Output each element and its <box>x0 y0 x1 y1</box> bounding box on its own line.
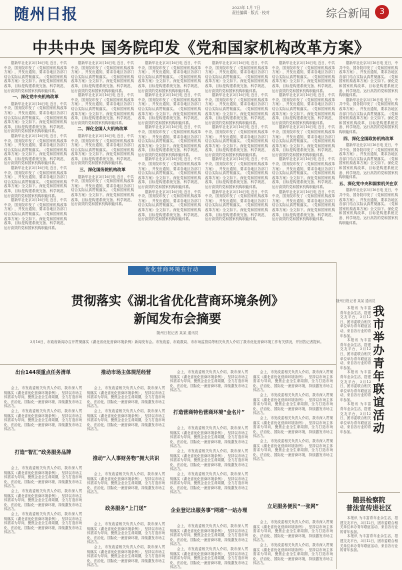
side-byline: 随州日报记者 某某 通讯员 <box>336 299 376 303</box>
lead-paragraph: 据新华社北京3月16日电 近日，中共中央、国务院印发了《党和国家机构改革方案》，并发出通知，要求各地区各部门结合实际认真贯彻落实。《党和国家机构改革方案》全文如下。深化党和国家机构改革，目标是构建系统完备、科学规范、运行高效的党和国家机构职能体系。 <box>339 188 398 225</box>
feature-paragraph: 会上，市发改委相关负责人介绍，我市深入贯彻落实《湖北省优化营商环境条例》，坚持以市场主体需求为导向，聚焦企业全生命周期，全力打造市场化、法治化、国际化一流营商环境，持续激发市场主体活力。 <box>170 426 248 449</box>
divider <box>0 262 336 263</box>
feature-col4-subhead-a: 立足服务便民“一张网” <box>267 504 319 510</box>
feature-col3-subhead-b: 企业登记出服务事“网通”一站办理 <box>170 508 248 514</box>
lead-paragraph: 据新华社北京3月16日电 近日，中共中央、国务院印发了《党和国家机构改革方案》，并发出通知，要求各地区各部门结合实际认真贯彻落实。《党和国家机构改革方案》全文如下。深化党和国家机构改革，目标是构建系统完备、科学规范、运行高效的党和国家机构职能体系。 <box>138 189 201 222</box>
feature-byline: 随州日报记者 某某 通讯员 <box>156 331 199 335</box>
feature-paragraph: 会上，市发改委相关负责人介绍，我市深入贯彻落实《湖北省优化营商环境条例》，坚持以市场主体需求为导向，聚焦企业全生命周期，全力打造市场化、法治化、国际化一流营商环境，持续激发市场主体活力。 <box>4 408 82 432</box>
feature-paragraph: 会上，市发改委相关负责人介绍，我市深入贯彻落实《湖北省优化营商环境条例》，坚持以市场主体需求为导向，聚焦企业全生命周期，全力打造市场化、法治化、国际化一流营商环境，持续激发市场主体活力。 <box>87 386 165 409</box>
divider <box>0 364 336 365</box>
feature-paragraph: 会上，市发改委相关负责人介绍，我市深入贯彻落实《湖北省优化营商环境条例》，坚持以市场主体需求为导向，聚焦企业全生命周期，全力打造市场化、法治化、国际化一流营商环境，持续激发市场主体活力。 <box>253 438 333 462</box>
lead-paragraph: 据新华社北京3月16日电 近日，中共中央、国务院印发了《党和国家机构改革方案》，并发出通知，要求各地区各部门结合实际认真贯彻落实。《党和国家机构改革方案》全文如下。深化党和国家机构改革，目标是构建系统完备、科学规范、运行高效的党和国家机构职能体系。 <box>272 61 335 93</box>
feature-col3-subhead-a: 打造营商特色营商环境“金名片” <box>173 410 245 416</box>
feature-paragraph: 会上，市发改委相关负责人介绍，我市深入贯彻落实《湖北省优化营商环境条例》，坚持以市场主体需求为导向，聚焦企业全生命周期，全力打造市场化、法治化、国际化一流营商环境，持续激发市场主体活力。 <box>4 511 82 535</box>
lead-subhead-5: 五、深化党中央和国家机关在京 <box>339 180 398 186</box>
lead-paragraph: 据新华社北京3月16日电 近日，中共中央、国务院印发了《党和国家机构改革方案》，并发出通知，要求各地区各部门结合实际认真贯彻落实。《党和国家机构改革方案》全文如下。深化党和国家机构改革，目标是构建系统完备、科学规范、运行高效的党和国家机构职能体系。 <box>4 61 67 93</box>
feature-col2-subhead-c: 推动“入人事财务物”拥大共识 <box>92 456 160 462</box>
feature-paragraph: 会上，市发改委相关负责人介绍，我市深入贯彻落实《湖北省优化营商环境条例》，坚持以市场主体需求为导向，聚焦企业全生命周期，全力打造市场化、法治化、国际化一流营商环境，持续激发市场主体活力。 <box>253 370 333 393</box>
masthead-date: 2023年 1月 7日 <box>232 5 261 10</box>
lead-paragraph: 据新华社北京3月16日电 近日，中共中央、国务院印发了《党和国家机构改革方案》，并发出通知，要求各地区各部门结合实际认真贯彻落实。《党和国家机构改革方案》全文如下。深化党和国家机构改革，目标是构建系统完备、科学规范、运行高效的党和国家机构职能体系。 <box>272 93 335 125</box>
feature-paragraph: 会上，市发改委相关负责人介绍，我市深入贯彻落实《湖北省优化营商环境条例》，坚持以市场主体需求为导向，聚焦企业全生命周期，全力打造市场化、法治化、国际化一流营商环境，持续激发市场主体活力。 <box>4 466 82 489</box>
lead-paragraph: 据新华社北京3月16日电 近日，中共中央、国务院印发了《党和国家机构改革方案》，并发出通知，要求各地区各部门结合实际认真贯彻落实。《党和国家机构改革方案》全文如下。深化党和国家机构改革，目标是构建系统完备、科学规范、运行高效的党和国家机构职能体系。 <box>272 125 335 157</box>
lead-paragraph: 据新华社北京3月16日电 近日，中共中央、国务院印发了《党和国家机构改革方案》，并发出通知，要求各地区各部门结合实际认真贯彻落实。《党和国家机构改革方案》全文如下。深化党和国家机构改革，目标是构建系统完备、科学规范、运行高效的党和国家机构职能体系。 <box>4 133 67 166</box>
page-number-badge: 3 <box>375 5 389 19</box>
lead-column-2 <box>71 61 134 261</box>
lead-paragraph: 据新华社北京3月16日电 近日，中共中央、国务院印发了《党和国家机构改革方案》，并发出通知，要求各地区各部门结合实际认真贯彻落实。《党和国家机构改革方案》全文如下。深化党和国家机构改革，目标是构建系统完备、科学规范、运行高效的党和国家机构职能体系。 <box>205 125 268 157</box>
divider <box>338 492 400 493</box>
feature-intro: 3月16日，市政府新闻办召开贯彻落实《湖北省优化营商环境条例》新闻发布会。市发改委、市政数局、市市场监管局等相关负责人介绍了我市优化营商环境工作有关情况，并回答记者提问。 <box>30 340 324 344</box>
lead-paragraph: 据新华社北京3月16日电 近日，中共中央、国务院印发了《党和国家机构改革方案》，并发出通知，要求各地区各部门结合实际认真贯彻落实。《党和国家机构改革方案》全文如下。深化党和国家机构改革，目标是构建系统完备、科学规范、运行高效的党和国家机构职能体系。 <box>138 61 201 93</box>
side-paragraph: 本报讯 为丰富青年业余生活，搭建交友平台，3月12日，团市委联合相关单位举办青年联谊活动，来自各行业的青年参加。 <box>340 370 371 402</box>
lead-column-3 <box>138 61 201 261</box>
lead-paragraph: 据新华社北京3月16日电 近日，中共中央、国务院印发了《党和国家机构改革方案》，并发出通知，要求各地区各部门结合实际认真贯彻落实。《党和国家机构改革方案》全文如下。深化党和国家机构改革，目标是构建系统完备、科学规范、运行高效的党和国家机构职能体系。 <box>4 166 67 198</box>
feature-column-3a <box>170 370 248 406</box>
feature-column-3c <box>170 524 248 570</box>
side-paragraph: 本报讯 为丰富青年业余生活，搭建交友平台，3月12日，团市委联合相关单位举办青年联谊活动，来自各行业的青年参加。 <box>340 516 398 534</box>
side-title: 我市举办青年联谊活动 <box>373 304 385 435</box>
feature-paragraph: 会上，市发改委相关负责人介绍，我市深入贯彻落实《湖北省优化营商环境条例》，坚持以市场主体需求为导向，聚焦企业全生命周期，全力打造市场化、法治化、国际化一流营商环境，持续激发市场主体活力。 <box>87 472 165 495</box>
side-column <box>340 306 371 492</box>
feature-col2-subhead-a: 推动市场主体规范经营 <box>100 370 151 376</box>
lead-subhead-4: 四、深化全国政协机构改革 <box>343 135 394 141</box>
lead-paragraph: 据新华社北京3月16日电 近日，中共中央、国务院印发了《党和国家机构改革方案》，并发出通知，要求各地区各部门结合实际认真贯彻落实。《党和国家机构改革方案》全文如下。深化党和国家机构改革，目标是构建系统完备、科学规范、运行高效的党和国家机构职能体系。 <box>71 61 134 93</box>
feature-column-2b <box>87 472 165 502</box>
lead-column-1 <box>4 61 67 261</box>
side-paragraph: 本报讯 为丰富青年业余生活，搭建交友平台，3月12日，团市委联合相关单位举办青年联谊活动，来自各行业的青年参加。 <box>340 534 398 553</box>
feature-paragraph: 会上，市发改委相关负责人介绍，我市深入贯彻落实《湖北省优化营商环境条例》，坚持以市场主体需求为导向，聚焦企业全生命周期，全力打造市场化、法治化、国际化一流营商环境，持续激发市场主体活力。 <box>4 386 82 409</box>
side-subtitle <box>340 496 398 512</box>
side-paragraph: 本报讯 为丰富青年业余生活，搭建交友平台，3月12日，团市委联合相关单位举办青年联谊活动，来自各行业的青年参加。 <box>340 338 371 370</box>
lead-column-4 <box>205 61 268 261</box>
lead-paragraph: 据新华社北京3月16日电 近日，中共中央、国务院印发了《党和国家机构改革方案》，并发出通知，要求各地区各部门结合实际认真贯彻落实。《党和国家机构改革方案》全文如下。深化党和国家机构改革，目标是构建系统完备、科学规范、运行高效的党和国家机构职能体系。 <box>205 157 268 190</box>
lead-paragraph: 据新华社北京3月16日电 近日，中共中央、国务院印发了《党和国家机构改革方案》，并发出通知，要求各地区各部门结合实际认真贯彻落实。《党和国家机构改革方案》全文如下。深化党和国家机构改革，目标是构建系统完备、科学规范、运行高效的党和国家机构职能体系。 <box>138 93 201 125</box>
lead-column-6 <box>339 61 398 286</box>
feature-paragraph: 会上，市发改委相关负责人介绍，我市深入贯彻落实《湖北省优化营商环境条例》，坚持以市场主体需求为导向，聚焦企业全生命周期，全力打造市场化、法治化、国际化一流营商环境，持续激发市场主体活力。 <box>170 524 248 547</box>
feature-column-4a <box>253 370 333 500</box>
lead-paragraph: 据新华社北京3月16日电 近日，中共中央、国务院印发了《党和国家机构改革方案》，并发出通知，要求各地区各部门结合实际认真贯彻落实。《党和国家机构改革方案》全文如下。深化党和国家机构改革，目标是构建系统完备、科学规范、运行高效的党和国家机构职能体系。 <box>71 133 134 166</box>
lead-paragraph: 据新华社北京3月16日电 近日，中共中央、国务院印发了《党和国家机构改革方案》，并发出通知，要求各地区各部门结合实际认真贯彻落实。《党和国家机构改革方案》全文如下。深化党和国家机构改革，目标是构建系统完备、科学规范、运行高效的党和国家机构职能体系。 <box>339 143 398 180</box>
feature-column-4b <box>253 520 333 566</box>
lead-paragraph: 据新华社北京3月16日电 近日，中共中央、国务院印发了《党和国家机构改革方案》，并发出通知，要求各地区各部门结合实际认真贯彻落实。《党和国家机构改革方案》全文如下。深化党和国家机构改革，目标是构建系统完备、科学规范、运行高效的党和国家机构职能体系。 <box>272 189 335 222</box>
side-subtitle-line-2: 普法宣传进社区 <box>346 504 392 512</box>
feature-paragraph: 会上，市发改委相关负责人介绍，我市深入贯彻落实《湖北省优化营商环境条例》，坚持以市场主体需求为导向，聚焦企业全生命周期，全力打造市场化、法治化、国际化一流营商环境，持续激发市场主体活力。 <box>253 415 333 439</box>
side-column-2 <box>340 516 398 566</box>
feature-column-3b <box>170 426 248 506</box>
newspaper-logo: 随州日报 <box>14 5 79 23</box>
side-paragraph: 本报讯 为丰富青年业余生活，搭建交友平台，3月12日，团市委联合相关单位举办青年联谊活动，来自各行业的青年参加。 <box>340 402 371 435</box>
feature-col2-subhead-b: 政务服务“上门送” <box>105 506 147 512</box>
feature-banner: 优化营商环境在行动 <box>128 266 216 275</box>
masthead-meta <box>232 5 322 15</box>
lead-paragraph: 据新华社北京3月16日电 近日，中共中央、国务院印发了《党和国家机构改革方案》，并发出通知，要求各地区各部门结合实际认真贯彻落实。《党和国家机构改革方案》全文如下。深化党和国家机构改革，目标是构建系统完备、科学规范、运行高效的党和国家机构职能体系。 <box>205 189 268 222</box>
lead-paragraph: 据新华社北京3月16日电 近日，中共中央、国务院印发了《党和国家机构改革方案》，并发出通知，要求各地区各部门结合实际认真贯彻落实。《党和国家机构改革方案》全文如下。深化党和国家机构改革，目标是构建系统完备、科学规范、运行高效的党和国家机构职能体系。 <box>205 93 268 125</box>
lead-subhead-1: 一、深化党中央机构改革 <box>12 94 59 100</box>
feature-title-line-1: 贯彻落实《湖北省优化营商环境条例》 <box>71 293 284 308</box>
lead-paragraph: 据新华社北京3月16日电 近日，中共中央、国务院印发了《党和国家机构改革方案》，并发出通知，要求各地区各部门结合实际认真贯彻落实。《党和国家机构改革方案》全文如下。深化党和国家机构改革，目标是构建系统完备、科学规范、运行高效的党和国家机构职能体系。 <box>272 157 335 190</box>
lead-paragraph: 据新华社北京3月16日电 近日，中共中央、国务院印发了《党和国家机构改革方案》，并发出通知，要求各地区各部门结合实际认真贯彻落实。《党和国家机构改革方案》全文如下。深化党和国家机构改革，目标是构建系统完备、科学规范、运行高效的党和国家机构职能体系。 <box>205 61 268 93</box>
feature-title-line-2: 新闻发布会摘要 <box>133 311 222 326</box>
lead-subhead-3: 三、深化国务院机构改革 <box>79 167 126 173</box>
feature-paragraph: 会上，市发改委相关负责人介绍，我市深入贯彻落实《湖北省优化营商环境条例》，坚持以市场主体需求为导向，聚焦企业全生命周期，全力打造市场化、法治化、国际化一流营商环境，持续激发市场主体活力。 <box>87 522 165 545</box>
feature-paragraph: 会上，市发改委相关负责人介绍，我市深入贯彻落实《湖北省优化营商环境条例》，坚持以市场主体需求为导向，聚焦企业全生命周期，全力打造市场化、法治化、国际化一流营商环境，持续激发市场主体活力。 <box>4 488 82 512</box>
feature-paragraph: 会上，市发改委相关负责人介绍，我市深入贯彻落实《湖北省优化营商环境条例》，坚持以市场主体需求为导向，聚焦企业全生命周期，全力打造市场化、法治化、国际化一流营商环境，持续激发市场主体活力。 <box>253 392 333 416</box>
lead-paragraph: 据新华社北京3月16日电 近日，中共中央、国务院印发了《党和国家机构改革方案》，并发出通知，要求各地区各部门结合实际认真贯彻落实。《党和国家机构改革方案》全文如下。深化党和国家机构改革，目标是构建系统完备、科学规范、运行高效的党和国家机构职能体系。 <box>339 61 398 98</box>
side-subtitle-line-1: 随县检察院 <box>352 496 386 504</box>
section-name: 综合新闻 <box>326 7 370 20</box>
lead-paragraph: 据新华社北京3月16日电 近日，中共中央、国务院印发了《党和国家机构改革方案》，并发出通知，要求各地区各部门结合实际认真贯彻落实。《党和国家机构改革方案》全文如下。深化党和国家机构改革，目标是构建系统完备、科学规范、运行高效的党和国家机构职能体系。 <box>71 174 134 207</box>
feature-paragraph: 会上，市发改委相关负责人介绍，我市深入贯彻落实《湖北省优化营商环境条例》，坚持以市场主体需求为导向，聚焦企业全生命周期，全力打造市场化、法治化、国际化一流营商环境，持续激发市场主体活力。 <box>170 471 248 495</box>
feature-paragraph: 会上，市发改委相关负责人介绍，我市深入贯彻落实《湖北省优化营商环境条例》，坚持以市场主体需求为导向，聚焦企业全生命周期，全力打造市场化、法治化、国际化一流营商环境，持续激发市场主体活力。 <box>253 542 333 566</box>
feature-column-2c <box>87 522 165 566</box>
lead-paragraph: 据新华社北京3月16日电 近日，中共中央、国务院印发了《党和国家机构改革方案》，并发出通知，要求各地区各部门结合实际认真贯彻落实。《党和国家机构改革方案》全文如下。深化党和国家机构改革，目标是构建系统完备、科学规范、运行高效的党和国家机构职能体系。 <box>4 101 67 134</box>
feature-col1-subhead-a: 出台144项重点任务清单 <box>15 370 71 376</box>
feature-paragraph: 会上，市发改委相关负责人介绍，我市深入贯彻落实《湖北省优化营商环境条例》，坚持以市场主体需求为导向，聚焦企业全生命周期，全力打造市场化、法治化、国际化一流营商环境，持续激发市场主体活力。 <box>170 448 248 472</box>
feature-paragraph: 会上，市发改委相关负责人介绍，我市深入贯彻落实《湖北省优化营商环境条例》，坚持以市场主体需求为导向，聚焦企业全生命周期，全力打造市场化、法治化、国际化一流营商环境，持续激发市场主体活力。 <box>87 408 165 432</box>
lead-column-5 <box>272 61 335 261</box>
divider <box>0 57 402 58</box>
feature-column-2a <box>87 386 165 452</box>
masthead <box>0 0 402 30</box>
feature-paragraph: 会上，市发改委相关负责人介绍，我市深入贯彻落实《湖北省优化营商环境条例》，坚持以市场主体需求为导向，聚焦企业全生命周期，全力打造市场化、法治化、国际化一流营商环境，持续激发市场主体活力。 <box>170 370 248 393</box>
lead-paragraph: 据新华社北京3月16日电 近日，中共中央、国务院印发了《党和国家机构改革方案》，并发出通知，要求各地区各部门结合实际认真贯彻落实。《党和国家机构改革方案》全文如下。深化党和国家机构改革，目标是构建系统完备、科学规范、运行高效的党和国家机构职能体系。 <box>138 125 201 157</box>
feature-paragraph: 会上，市发改委相关负责人介绍，我市深入贯彻落实《湖北省优化营商环境条例》，坚持以市场主体需求为导向，聚焦企业全生命周期，全力打造市场化、法治化、国际化一流营商环境，持续激发市场主体活力。 <box>253 520 333 543</box>
feature-paragraph: 会上，市发改委相关负责人介绍，我市深入贯彻落实《湖北省优化营商环境条例》，坚持以市场主体需求为导向，聚焦企业全生命周期，全力打造市场化、法治化、国际化一流营商环境，持续激发市场主体活力。 <box>170 546 248 570</box>
feature-col1-subhead-b: 打造“智汇”政务服务品牌 <box>14 450 72 456</box>
lead-paragraph: 据新华社北京3月16日电 近日，中共中央、国务院印发了《党和国家机构改革方案》，并发出通知，要求各地区各部门结合实际认真贯彻落实。《党和国家机构改革方案》全文如下。深化党和国家机构改革，目标是构建系统完备、科学规范、运行高效的党和国家机构职能体系。 <box>138 157 201 190</box>
lead-paragraph: 据新华社北京3月16日电 近日，中共中央、国务院印发了《党和国家机构改革方案》，并发出通知，要求各地区各部门结合实际认真贯彻落实。《党和国家机构改革方案》全文如下。深化党和国家机构改革，目标是构建系统完备、科学规范、运行高效的党和国家机构职能体系。 <box>339 97 398 134</box>
feature-column-1a <box>4 386 82 446</box>
feature-column-1b <box>4 466 82 566</box>
side-paragraph: 本报讯 为丰富青年业余生活，搭建交友平台，3月12日，团市委联合相关单位举办青年联谊活动，来自各行业的青年参加。 <box>340 306 371 338</box>
lead-paragraph: 据新华社北京3月16日电 近日，中共中央、国务院印发了《党和国家机构改革方案》，并发出通知，要求各地区各部门结合实际认真贯彻落实。《党和国家机构改革方案》全文如下。深化党和国家机构改革，目标是构建系统完备、科学规范、运行高效的党和国家机构职能体系。 <box>4 198 67 230</box>
lead-subhead-2: 二、深化全国人大机构改革 <box>77 126 128 132</box>
feature-paragraph: 会上，市发改委相关负责人介绍，我市深入贯彻落实《湖北省优化营商环境条例》，坚持以市场主体需求为导向，聚焦企业全生命周期，全力打造市场化、法治化、国际化一流营商环境，持续激发市场主体活力。 <box>87 544 165 568</box>
lead-headline: 中共中央 国务院印发《党和国家机构改革方案》 <box>32 39 370 57</box>
lead-paragraph: 据新华社北京3月16日电 近日，中共中央、国务院印发了《党和国家机构改革方案》，并发出通知，要求各地区各部门结合实际认真贯彻落实。《党和国家机构改革方案》全文如下。深化党和国家机构改革，目标是构建系统完备、科学规范、运行高效的党和国家机构职能体系。 <box>71 93 134 125</box>
masthead-editors: 责任编辑 · 版式 · 校对 <box>232 10 270 15</box>
